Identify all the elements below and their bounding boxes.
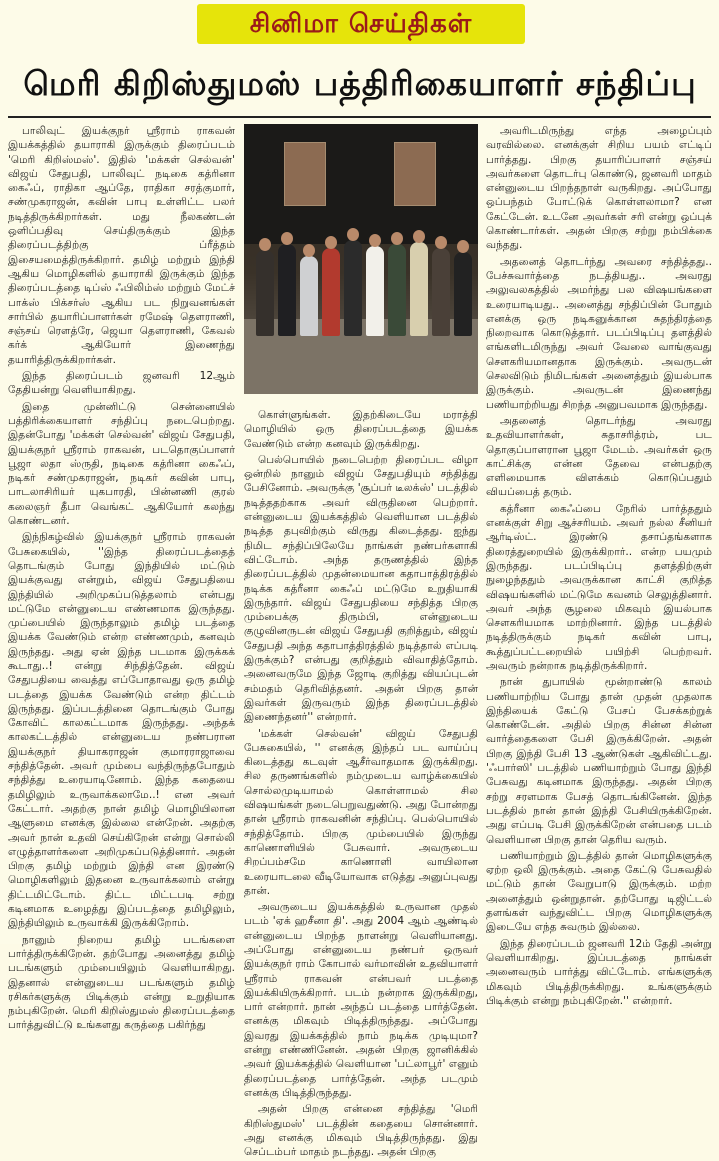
person-figure: [322, 248, 340, 336]
paragraph: இந்த திரைப்படம் ஜனவரி 12ஆம் தேதியன்று வெளியாகிறது.: [8, 370, 235, 397]
paragraph: நான் துபாயில் மூன்றாண்டு காலம் பணியாற்றிய போது தான் முதன் முதலாக இந்தியைக் கேட்டு பேசப் பேசக்கற்றுக் கொண்டேன். அதில் பிறகு சின்ன சின்ன வார்த்தைகளை பேசி இருக்கிறேன். அதன் பிறகு இந்தி பேசி 13 ஆண்டுகள் ஆகிவிட்டது. 'ஃபார்ஸி' படத்தில் பணியாற்றும் போது இந்தி பேசுவது கடினமாக இருந்தது. அதன் பிறகு சற்று சரளமாக பேசத் தொடங்கினேன். இந்த படத்தில் நான் தான் இந்தி பேசியிருக்கிறேன். அது எப்படி பேசி இருக்கிறேன் என்பதை படம் வெளியான பிறகு தான் தெரிய வரும்.: [486, 676, 712, 846]
person-figure: [366, 246, 384, 336]
section-banner-label: சினிமா செய்திகள்: [249, 9, 473, 39]
person-figure: [344, 240, 362, 336]
poster-panel: [394, 142, 436, 206]
paragraph: அவருடைய இயக்கத்தில் உருவான முதல் படம் 'ஏக் ஹசீனா தி'. அது 2004 ஆம் ஆண்டில் என்னுடைய பிறந்த நாளன்று வெளியானது. அப்போது என்னுடைய நண்பர் ஒருவர் இயக்குநர் ராம் கோபால் வர்மாவின் உதவியாளர் ஸ்ரீராம் ராகவன் என்பவர் படத்தை இயக்கியிருக்கிறார். படம் நன்றாக இருக்கிறது, பார் என்றார். நான் அந்தப் படத்தை பார்த்தேன். எனக்கு மிகவும் பிடித்திருந்தது. அப்போது இவரது இயக்கத்தில் நாம் நடிக்க முடியுமா? என்று எண்ணினேன். அதன் பிறகு ஜானிக்கில் அவர் இயக்கத்தில் வெளியான 'பட்லாபூர்' எனும் திரைப்படத்தை பார்த்தேன். அந்த படமும் எனக்கு பிடித்திருந்தது.: [244, 901, 478, 1099]
person-figure: [432, 248, 450, 336]
paragraph: இந்த திரைப்படம் ஜனவரி 12ம் தேதி அன்று வெளியாகிறது. இப்படத்தை நாங்கள் அனைவரும் பார்த்து விட்டோம். எங்களுக்கு மிகவும் பிடித்திருக்கிறது. உங்களுக்கும் பிடிக்கும் என்று நம்புகிறேன்.'' என்றார்.: [486, 937, 712, 1007]
person-head: [281, 232, 293, 245]
paragraph: நானும் நிறைய தமிழ் படங்களை பார்த்திருக்கிறேன். தற்போது அனைத்து தமிழ் படங்களும் மும்பையிலும் வெளியாகிறது. இதனால் என்னுடைய படங்களும் தமிழ் ரசிகர்களுக்கு பிடிக்கும் என்று உறுதியாக நம்புகிறேன். மெரி கிறிஸ்துமஸ் திரைப்படத்தை பார்த்துவிட்டு உங்களது கருத்தை பகிர்ந்து: [8, 933, 235, 1032]
article-headline: மெரி கிறிஸ்துமஸ் பத்திரிகையாளர் சந்திப்பு: [23, 64, 697, 103]
stage-backdrop: [244, 124, 478, 244]
person-head: [435, 236, 447, 249]
article-column-3: [486, 124, 712, 1010]
poster-panel: [284, 142, 326, 206]
paragraph: அதனைத் தொடர்ந்து அவரது உதவியாளர்கள், சுதாசரித்ரம், பட தொகுப்பாளரான பூஜா மேடம். அவர்கள் ஒரு காட்சிக்கு என்ன தேவை என்பதற்கு எளிமையாக விளக்கம் கொடுப்பதும் வியப்பைத் தரும்.: [486, 414, 712, 499]
paragraph: பணியாற்றும் இடத்தில் தான் மொழிகளுக்கு ஏற்ற ஒலி இருக்கும். அதை கேட்டு பேசுவதில் மட்டும் தான் வேறுபாடு இருக்கும். மற்ற அனைத்தும் ஒன்றுதான். தற்போது டிஜிட்டல் தளங்கள் வந்துவிட்ட பிறகு மொழிகளுக்கு இடையே எந்த சுவரும் இல்லை.: [486, 849, 712, 934]
paragraph: இந்நிகழ்வில் இயக்குநர் ஸ்ரீராம் ராகவன் பேசுகையில், ''இந்த திரைப்படத்தைத் தொடங்கும் போது இந்தியில் மட்டும் இயக்குவது என்றும், விஜய் சேதுபதியை இந்தியில் அறிமுகப்படுத்தலாம் என்பது மட்டுமே என்னுடைய எண்ணமாக இருந்தது. முப்பையில் இருந்தாலும் தமிழ் படத்தை இயக்க வேண்டும் என்ற எண்ணமும், கனவும் இருந்தது. அது ஏன் இந்த படமாக இருக்கக் கூடாது..! என்று சிந்தித்தேன். விஜய் சேதுபதியை வைத்து எப்போதாவது ஒரு தமிழ் படத்தை இயக்க வேண்டும் என்ற திட்டம் இருந்தது. இப்படத்தினை தொடங்கும் போது கோவிட் காலகட்டமாக இருந்தது. அந்தக் காலகட்டத்தில் என்னுடைய நண்பரான இயக்குநர் தியாகராஜன் குமாரராஜாவை சந்தித்தேன். அவர் மும்பை வந்திருந்தபோதும் சந்தித்து உரையாடினோம். இந்த கதையை தமிழிலும் உருவாக்கலாமே..! என அவர் கேட்டார். அதற்கு நான் தமிழ் மொழியிலான ஆளுமை எனக்கு இல்லை என்றேன். அதற்கு அவர் நான் உதவி செய்கிறேன் என்று சொல்லி எழுத்தாளர்களை அறிமுகப்படுத்தினார். அதன் பிறகு தமிழ் மற்றும் இந்தி என இரண்டு மொழிகளிலும் இதனை உருவாக்கலாம் என்று திட்டமிட்டோம். திட்ட மிட்டபடி சற்று கடினமாக உழைத்து இப்படத்தை தமிழிலும், இந்தியிலும் உருவாக்கி இருக்கிறோம்.: [8, 531, 235, 930]
paragraph: பாலிவுட் இயக்குநர் ஸ்ரீராம் ராகவன் இயக்கத்தில் தயாராகி இருக்கும் திரைப்படம் 'மெரி கிறிஸ்மஸ்'. இதில் 'மக்கள் செல்வன்' விஜய் சேதுபதி, பாலிவுட் நடிகை கத்ரினா கைஃப், ராதிகா ஆப்தே, ராதிகா சரத்குமார், சண்முகராஜன், கவின் பாபு உள்ளிட்ட பலர் நடித்திருக்கிறார்கள். மது நீலகண்டன் ஒளிப்பதிவு செய்திருக்கும் இந்த திரைப்படத்திற்கு ப்ரீத்தம் இசையமைத்திருக்கிறார். தமிழ் மற்றும் இந்தி ஆகிய மொழிகளில் தயாராகி இருக்கும் இந்த திரைப்படத்தை டிப்ஸ் ஃபிலிம்ஸ் மற்றும் மேட்ச் பாக்ஸ் பிக்சர்ஸ் ஆகிய பட நிறுவனங்கள் சார்பில் தயாரிப்பாளர்கள் ரமேஷ் தௌராணி, சஞ்சய் ரௌத்ரே, ஜெயா தௌராணி, கேவல் கர்க் ஆகியோர் இணைந்து தயாரித்திருக்கிறார்கள்.: [8, 125, 235, 366]
paragraph: கொள்ளுங்கள். இதற்கிடையே மராத்தி மொழியில் ஒரு திரைப்படத்தை இயக்க வேண்டும் என்ற கனவும் இருக்கிறது.: [244, 409, 478, 450]
person-head: [303, 244, 315, 257]
person-head: [413, 230, 425, 243]
paragraph: கத்ரீனா கைஃப்பை நேரில் பார்த்ததும் எனக்குள் சிறு ஆச்சரியம். அவர் நல்ல சீனியர் ஆர்டிஸ்ட். இரண்டு தசாப்தங்களாக திரைத்துறையில் இருக்கிறார்.. என்ற பயமும் இருந்தது. படப்பிடிப்பு தளத்திற்குள் நுழைந்ததும் அவருக்கான காட்சி குறித்த விஷயங்களில் மட்டுமே கவனம் செலுத்தினார். அவர் அந்த சூழலை மிகவும் இயல்பாக சௌகரியமாக மாற்றினார். இந்த படத்தில் நடித்திருக்கும் நடிகர் கவின் பாபு, கூத்துப்பட்டறையில் பயிற்சி பெற்றவர். அவரும் நன்றாக நடித்திருக்கிறார்.: [486, 502, 712, 672]
person-head: [391, 232, 403, 245]
section-banner: [197, 4, 525, 44]
person-figure: [454, 252, 472, 336]
person-head: [259, 238, 271, 251]
paragraph: பெல்பொயில் நடைபெற்ற திரைப்பட விழா ஒன்றில் நானும் விஜய் சேதுபதியும் சந்தித்து பேசினோம். அவருக்கு 'சூப்பர் டீலக்ஸ்' படத்தில் நடித்ததற்காக அவர் விருதினை பெற்றார். என்னுடைய இயக்கத்தில் வெளியான படத்தில் நடித்த தபுவிற்கும் விருது கிடைத்தது. ஐந்து நிமிட சந்திப்பிலேயே நாங்கள் நண்பர்களாகி விட்டோம். அந்த தருணத்தில் இந்த திரைப்படத்தில் முதன்மையான கதாபாத்திரத்தில் நடிக்க கத்ரீனா கைஃப் மட்டுமே உறுதியாகி இருந்தார். விஜய் சேதுபதியை சந்தித்த பிறகு மும்பைக்கு திரும்பி, என்னுடைய குழுவினருடன் விஜய் சேதுபதி குறித்தும், விஜய் சேதுபதி அந்த கதாபாத்திரத்தில் நடித்தால் எப்படி இருக்கும்? என்பது குறித்தும் விவாதித்தோம். அனைவருமே இந்த ஜோடி குறித்து வியப்புடன் சம்மதம் தெரிவித்தனர். அதன் பிறகு தான் இவர்கள் இருவரும் இந்த திரைப்படத்தில் இணைந்தனர்'' என்றார்.: [244, 453, 478, 724]
person-head: [325, 236, 337, 249]
press-meet-photo: [244, 124, 478, 394]
article-column-1: [8, 124, 235, 1035]
person-figure: [410, 242, 428, 336]
headline-divider: [8, 116, 711, 118]
paragraph: அதன் பிறகு என்னை சந்தித்து 'மெரி கிறிஸ்துமஸ்' படத்தின் கதையை சொன்னார். அது எனக்கு மிகவும் பிடித்திருந்தது. இது செப்டம்பர் மாதம் நடந்தது. அதன் பிறகு: [244, 1103, 478, 1159]
paragraph: அவரிடமிருந்து எந்த அழைப்பும் வரவில்லை. எனக்குள் சிறிய பயம் எட்டிப் பார்த்தது. பிறகு தயாரிப்பாளர் சஞ்சய் அவர்களை தொடர்பு கொண்டு, ஜனவரி மாதம் என்னுடைய பிறந்தநாள் வருகிறது. அப்போது ஒப்பந்தம் போட்டுக் கொள்ளலாமா? என கேட்டேன். உடனே அவர்கள் சரி என்று ஒப்புக் கொண்டார்கள். அதன் பிறகு சற்று நம்பிக்கை வந்தது.: [486, 125, 712, 252]
paragraph: அதனைத் தொடர்ந்து அவரை சந்தித்தது.. பேச்சுவார்த்தை நடத்தியது.. அவரது அலுவலகத்தில் அமர்ந்து பல விஷயங்களை உரையாடியது.. அனைத்து சந்திப்பின் போதும் எனக்கு ஒரு நடிகனுக்கான சுதந்திரத்தை நிறைவாக கொடுத்தார். படப்பிடிப்பு தளத்தில் எங்களிடமிருந்து அவர் வேலை வாங்குவது சௌகரியமானதாக இருக்கும். அவருடன் செலவிடும் நிமிடங்கள் அனைத்தும் இயல்பாக இருக்கும். அவருடன் இணைந்து பணியாற்றியது சிறந்த அனுபவமாக இருந்தது.: [486, 255, 712, 411]
person-head: [369, 234, 381, 247]
person-head: [347, 228, 359, 241]
article-column-2: [244, 408, 478, 1161]
paragraph: 'மக்கள் செல்வன்' விஜய் சேதுபதி பேசுகையில், '' எனக்கு இந்தப் பட வாய்ப்பு கிடைத்தது கடவுள் ஆசீர்வாதமாக இருக்கிறது. சில தருணங்களில் நம்முடைய வாழ்க்கையில் சொல்லமுடியாமல் கொள்ளாமல் சில விஷயங்கள் நடைபெறுவதுண்டு. அது போன்றது தான் ஸ்ரீராம் ராகவனின் சந்திப்பு. பெல்பொயில் சந்தித்தோம். பிறகு மும்பையில் இருந்து காணொளியில் பேசுவார். அவருடைய சிறப்பம்சமே காணொளி வாயிலான உரையாடலை வீடியோவாக எடுத்து அனுப்புவது தான்.: [244, 727, 478, 897]
person-figure: [388, 244, 406, 336]
person-figure: [278, 244, 296, 336]
paragraph: இதை முன்னிட்டு சென்னையில் பத்திரிக்கையாளர் சந்திப்பு நடைபெற்றது. இதன்போது 'மக்கள் செல்வன்' விஜய் சேதுபதி, இயக்குநர் ஸ்ரீராம் ராகவன், படதொகுப்பாளர் பூஜா லதா ஸ்ருதி, நடிகை கத்ரினா கைஃப், நடிகர் சண்முகராஜன், நடிகர் கவின் பாபு, பாடலாசிரியர் யுகபாரதி, பின்னணி குரல் கலைஞர் தீபா வெங்கட் ஆகியோர் கலந்து கொண்டனர்.: [8, 400, 235, 528]
person-figure: [300, 256, 318, 336]
person-figure: [256, 250, 274, 336]
person-head: [457, 240, 469, 253]
